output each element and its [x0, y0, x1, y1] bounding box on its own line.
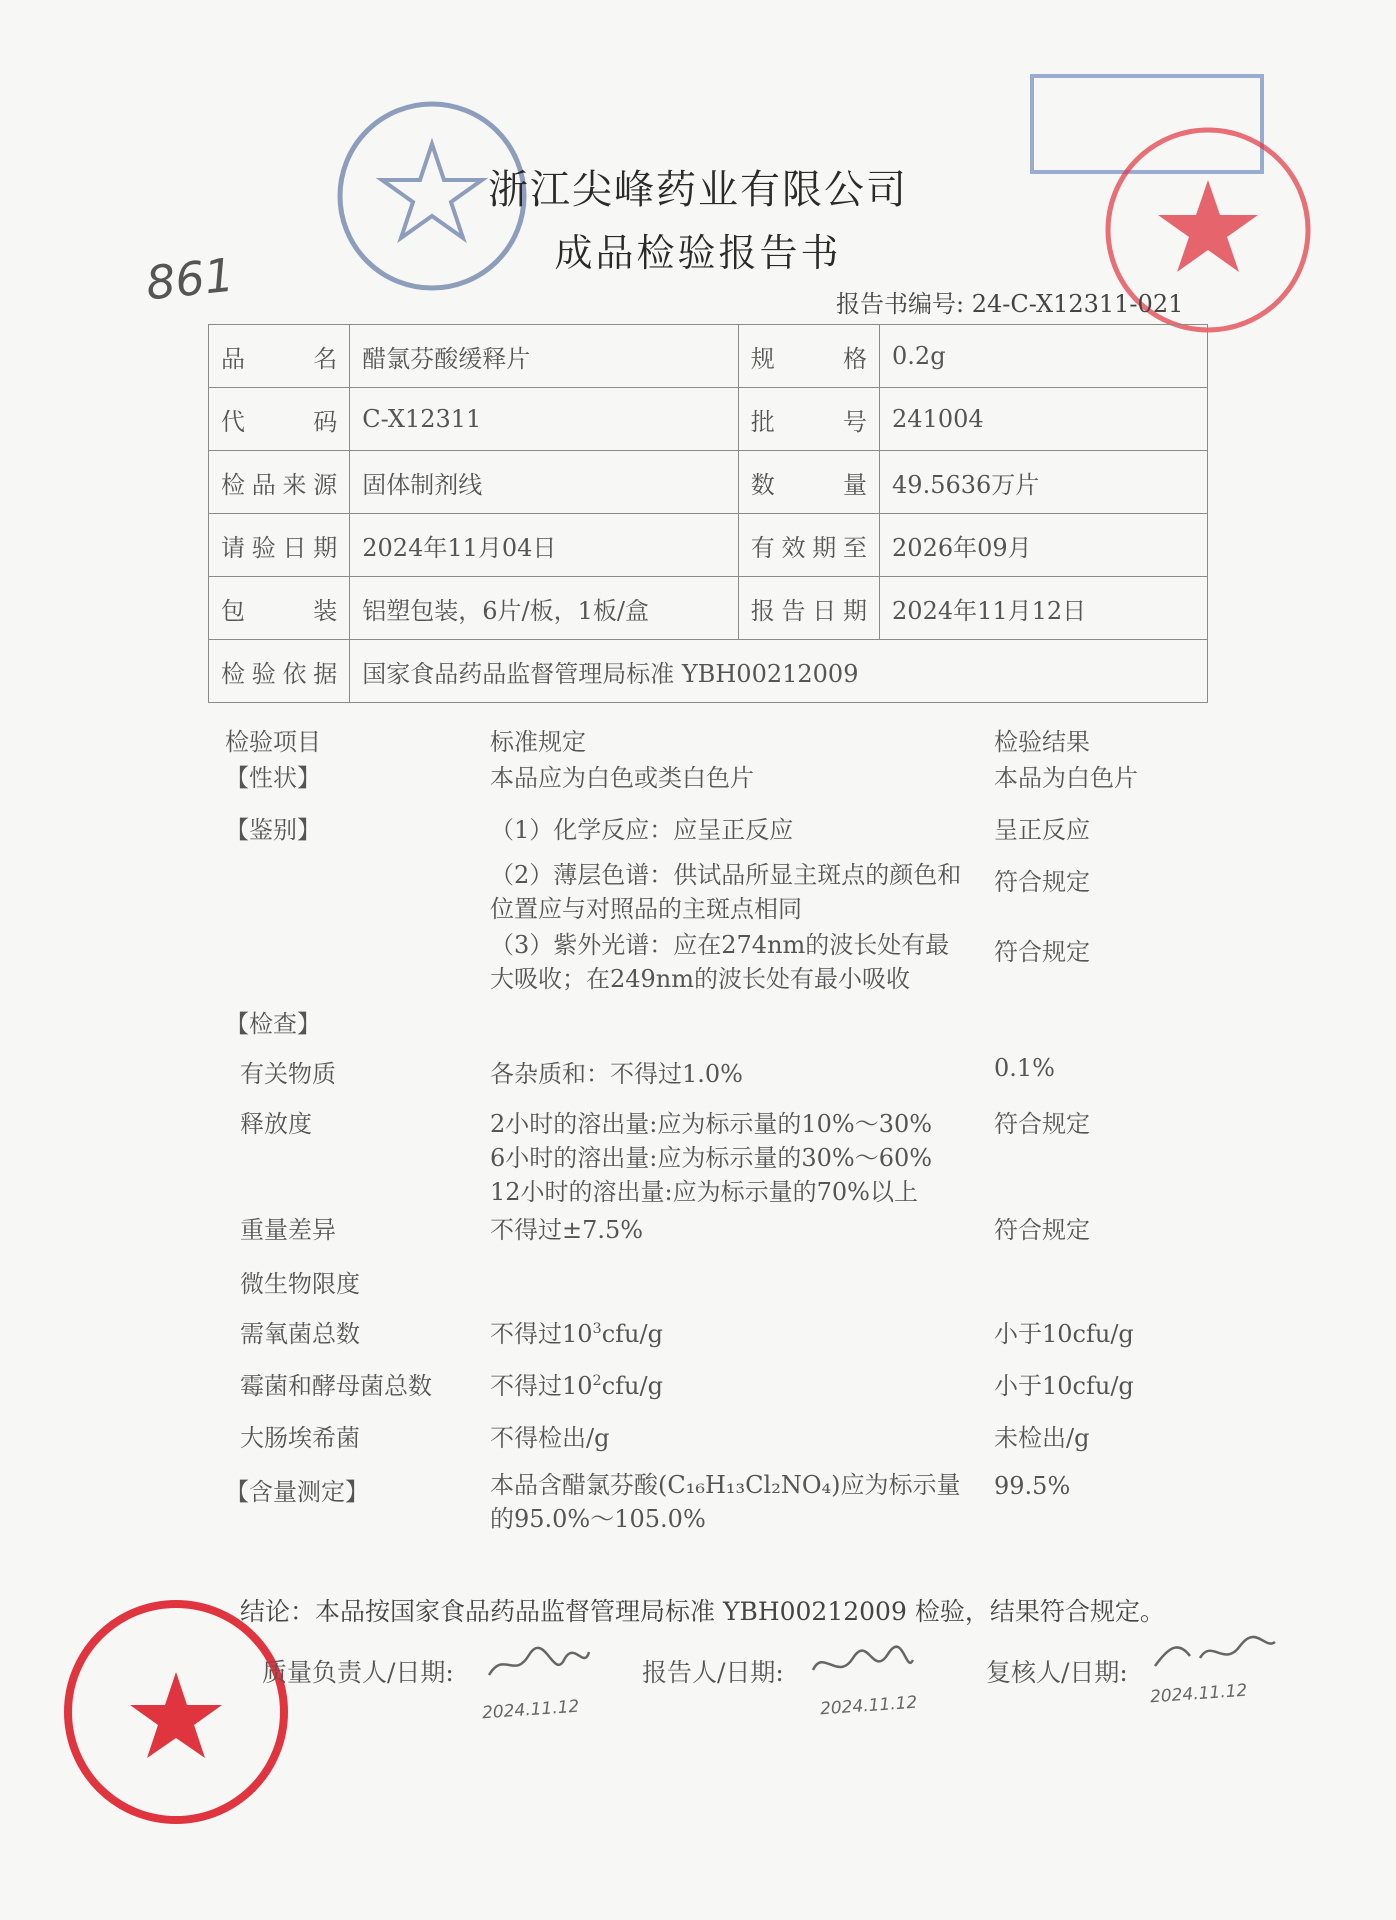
test-item: 需氧菌总数 [240, 1320, 360, 1348]
test-standard: 2小时的溶出量:应为标示量的10%～30% [490, 1110, 933, 1138]
report-number-value: 24-C-X12311-021 [971, 290, 1184, 318]
value-cell: C-X12311 [350, 388, 739, 451]
label-cell: 有效期至 [738, 514, 879, 577]
label-cell: 品名 [209, 325, 350, 388]
test-result: 符合规定 [994, 938, 1090, 966]
value-cell: 2024年11月04日 [350, 514, 739, 577]
column-header-result: 检验结果 [994, 728, 1090, 756]
value-cell: 国家食品药品监督管理局标准 YBH00212009 [350, 640, 1208, 703]
test-standard: 不得过$10^2cfu/g$ [490, 1372, 663, 1400]
table-row [209, 514, 1208, 577]
label-cell: 规格 [738, 325, 879, 388]
test-result: 符合规定 [994, 1110, 1090, 1138]
test-result: 未检出/g [994, 1424, 1090, 1452]
value-cell: 49.5636万片 [880, 451, 1208, 514]
test-item: 【含量测定】 [225, 1478, 369, 1506]
test-result: 99.5% [994, 1472, 1071, 1500]
test-standard: 不得过±7.5% [490, 1216, 644, 1244]
test-item: 有关物质 [240, 1060, 336, 1088]
value-cell: 0.2g [880, 325, 1208, 388]
qa-signature-label: 质量负责人/日期: [262, 1658, 454, 1687]
handwritten-note: 861 [143, 247, 237, 311]
company-name: 浙江尖峰药业有限公司 [488, 167, 908, 213]
test-standard: 不得检出/g [490, 1424, 610, 1452]
test-item: 大肠埃希菌 [240, 1424, 360, 1452]
value-cell: 2026年09月 [880, 514, 1208, 577]
test-result: 呈正反应 [994, 816, 1090, 844]
value-cell: 241004 [880, 388, 1208, 451]
product-info-table [208, 324, 1208, 703]
chemical-formula: C₁₆H₁₃Cl₂NO₄ [667, 1471, 832, 1499]
table-row [209, 325, 1208, 388]
report-number [836, 284, 1183, 319]
test-item: 重量差异 [240, 1216, 336, 1244]
bottom-left-quality-stamp [56, 1592, 296, 1832]
test-standard: 本品应为白色或类白色片 [490, 764, 754, 792]
label-cell: 检品来源 [209, 451, 350, 514]
test-standard: 本品含醋氯芬酸(C₁₆H₁₃Cl₂NO₄)应为标示量的95.0%～105.0% [490, 1471, 961, 1533]
reporter-signature-label: 报告人/日期: [642, 1658, 784, 1687]
test-item: 【性状】 [225, 764, 321, 792]
conclusion: 结论：本品按国家食品药品监督管理局标准 YBH00212009 检验，结果符合规定。 [240, 1597, 1165, 1626]
label-cell: 检验依据 [209, 640, 350, 703]
reporter-signature-date: 2024.11.12 [819, 1692, 918, 1720]
reviewer-signature [1150, 1628, 1280, 1678]
label-cell: 包装 [209, 577, 350, 640]
table-row [209, 451, 1208, 514]
test-result: 0.1% [994, 1054, 1055, 1082]
label-cell: 批号 [738, 388, 879, 451]
qa-signature-date: 2024.11.12 [481, 1696, 580, 1724]
test-standard: 12小时的溶出量:应为标示量的70%以上 [490, 1178, 918, 1206]
column-header-standard: 标准规定 [490, 728, 586, 756]
test-result: 符合规定 [994, 868, 1090, 896]
test-standard: （3）紫外光谱：应在274nm的波长处有最大吸收；在249nm的波长处有最小吸收 [490, 931, 950, 993]
test-standard: 各杂质和：不得过1.0% [490, 1060, 743, 1088]
table-row [209, 388, 1208, 451]
value-cell: 固体制剂线 [350, 451, 739, 514]
label-cell: 请验日期 [209, 514, 350, 577]
test-standard: （2）薄层色谱：供试品所显主斑点的颜色和位置应与对照品的主斑点相同 [490, 861, 962, 923]
value-cell: 醋氯芬酸缓释片 [350, 325, 739, 388]
value-cell: 2024年11月12日 [880, 577, 1208, 640]
table-row [209, 640, 1208, 703]
test-result: 本品为白色片 [994, 764, 1138, 792]
table-row [209, 577, 1208, 640]
test-result: 小于10cfu/g [994, 1372, 1134, 1400]
test-item: 【鉴别】 [225, 816, 321, 844]
column-header-item: 检验项目 [225, 728, 321, 756]
label-cell: 数量 [738, 451, 879, 514]
test-standard: 6小时的溶出量:应为标示量的30%～60% [490, 1144, 933, 1172]
test-item: 霉菌和酵母菌总数 [240, 1372, 432, 1400]
label-cell: 代码 [209, 388, 350, 451]
test-result: 小于10cfu/g [994, 1320, 1134, 1348]
label-cell: 报告日期 [738, 577, 879, 640]
test-item: 微生物限度 [240, 1270, 360, 1298]
test-result: 符合规定 [994, 1216, 1090, 1244]
qa-signature [484, 1640, 594, 1690]
test-standard: （1）化学反应：应呈正反应 [490, 816, 794, 844]
reviewer-signature-label: 复核人/日期: [986, 1658, 1128, 1687]
test-standard: 不得过$10^3cfu/g$ [490, 1320, 663, 1348]
value-cell: 铝塑包装，6片/板，1板/盒 [350, 577, 739, 640]
reviewer-signature-date: 2024.11.12 [1149, 1680, 1248, 1708]
reporter-signature [808, 1640, 918, 1690]
test-item: 释放度 [240, 1110, 312, 1138]
test-item: 【检查】 [225, 1010, 321, 1038]
report-number-label: 报告书编号: [836, 290, 965, 318]
report-title: 成品检验报告书 [554, 231, 842, 275]
